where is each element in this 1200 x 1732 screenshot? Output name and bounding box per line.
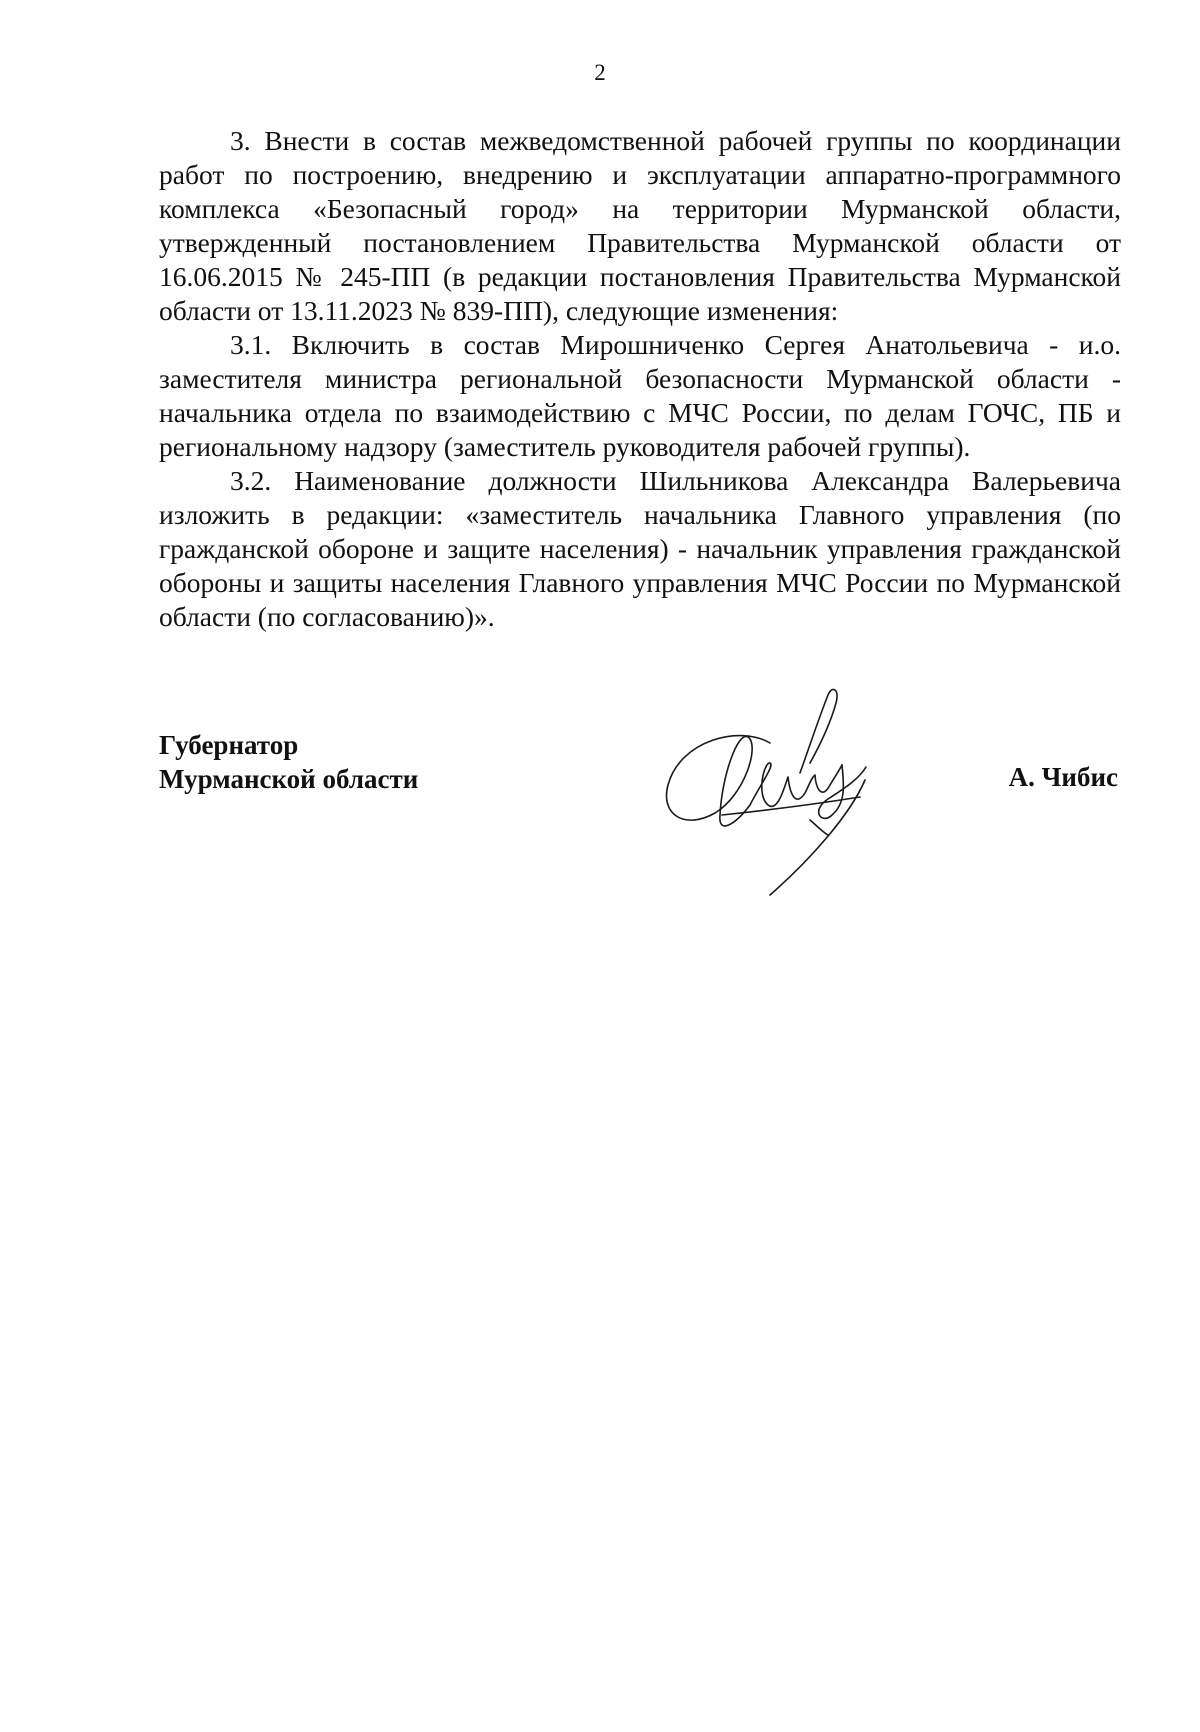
paragraph-item-3: 3. Внести в состав межведомственной рабочей группы по координации работ по построению, внедрению и эксплуатации аппаратно-программного комплекса «Безопасный город» на территории Мурманской области, утвержденный постановлением Правительства Мурманской области от 16.06.2015 № 245-ПП (в редакции постановления Правительства Мурманской области от 13.11.2023 № 839-ПП), следующие изменения: — [159, 125, 1121, 326]
paragraph-item-3-2: 3.2. Наименование должности Шильникова Александра Валерьевича изложить в редакции: «заместитель начальника Главного управления (по гражданской обороне и защите населения) - начальник управления гражданской обороны и защиты населения Главного управления МЧС России по Мурманской области (по согласованию)». — [159, 465, 1121, 632]
signatory-position-line2: Мурманской области — [159, 764, 419, 794]
signatory-position-line1: Губернатор — [159, 730, 299, 760]
document-body — [159, 124, 1121, 634]
signatory-position — [159, 728, 418, 796]
handwritten-signature — [660, 685, 900, 900]
paragraph-item-3-1: 3.1. Включить в состав Мирошниченко Сергея Анатольевича - и.о. заместителя министра региональной безопасности Мурманской области - начальника отдела по взаимодействию с МЧС России, по делам ГОЧС, ПБ и региональному надзору (заместитель руководителя рабочей группы). — [159, 329, 1121, 462]
signatory-name: А. Чибис — [1008, 762, 1118, 792]
page-number: 2 — [594, 60, 606, 85]
